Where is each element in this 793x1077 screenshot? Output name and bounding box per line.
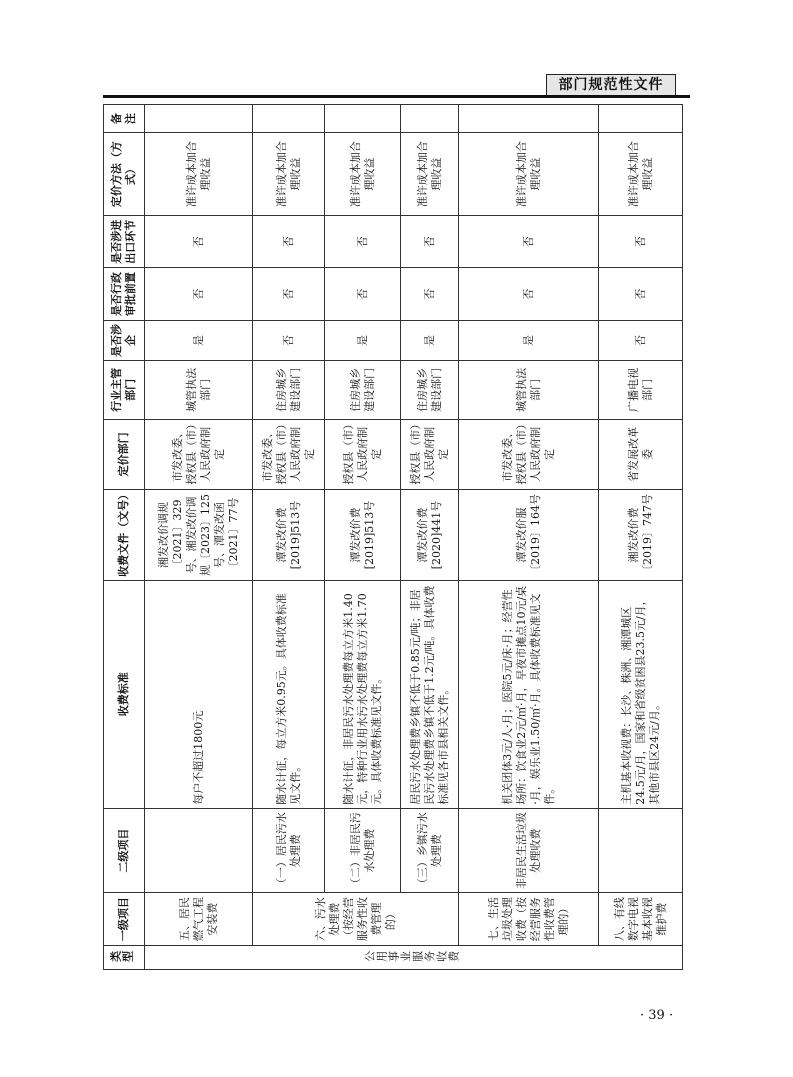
table-row [599,105,683,970]
standard-cell: 随水计征，非居民污水处理费每立方米1.40元，特种行业用水污水处理费每立方米1.70元。具体收费标准见文件。 [325,580,401,808]
level1-cell: 八、有线数字电视基本收视维护费 [599,893,683,945]
industry-cell: 住房城乡建设部门 [325,361,401,419]
import-export-cell: 否 [253,215,325,267]
doc-cell: 潭发改价费[2019]513号 [253,490,325,581]
header-rule [103,95,690,98]
method-cell: 准许成本加合理收益 [599,133,683,216]
method-cell: 准许成本加合理收益 [325,133,401,216]
header-method: 定价方法（方式） [104,133,145,216]
doc-cell: 潭发改价费[2020]441号 [401,490,459,581]
industry-cell: 城管执法部门 [459,361,599,419]
dept-cell: 市发改委、授权县（市）人民政府制定 [145,419,253,490]
method-cell: 准许成本加合理收益 [401,133,459,216]
note-cell [599,105,683,133]
doc-cell: 潭发改价服〔2019〕164号 [459,490,599,581]
industry-cell: 城管执法部门 [145,361,253,419]
header-industry: 行业主管部门 [104,361,145,419]
header-dept: 定价部门 [104,419,145,490]
note-cell [325,105,401,133]
import-export-cell: 否 [145,215,253,267]
enterprise-cell: 是 [401,320,459,360]
table-row [253,105,325,970]
enterprise-cell: 否 [253,320,325,360]
approval-cell: 否 [253,268,325,320]
header-import-export: 是否涉进出口环节 [104,215,145,267]
import-export-cell: 否 [599,215,683,267]
doc-cell: 湘发改价费〔2019〕747号 [599,490,683,581]
enterprise-cell: 是 [459,320,599,360]
import-export-cell: 否 [325,215,401,267]
section-label: 部门规范性文件 [546,74,676,96]
header-level1: 一级项目 [104,893,145,945]
standard-cell: 随水计征，每立方米0.95元。具体收费标准见文件。 [253,580,325,808]
doc-cell: 潭发改价费[2019]513号 [325,490,401,581]
dept-cell: 授权县（市）人民政府制定 [325,419,401,490]
industry-cell: 住房城乡建设部门 [253,361,325,419]
approval-cell: 否 [459,268,599,320]
table-header-row [104,105,145,970]
category-cell: 公用事业服务收费 [145,945,683,969]
dept-cell: 市发改委、授权县（市）人民政府制定 [253,419,325,490]
approval-cell: 否 [145,268,253,320]
standard-cell: 主机基本收视费：长沙、株洲、湘潭城区24.5元/月，国家和省级贫困县23.5元/月，其他市县区24元/月。 [599,580,683,808]
header-type: 类型 [104,945,145,969]
approval-cell: 否 [401,268,459,320]
page-number: · 39 · [640,1008,674,1023]
level1-cell: 七、生活垃圾处理收费（按经营服务性收费管理的） [459,893,599,945]
table-row [325,105,401,970]
fee-table [103,104,683,970]
level1-cell: 五、居民燃气工程安装费 [145,893,253,945]
approval-cell: 否 [599,268,683,320]
enterprise-cell: 否 [599,320,683,360]
note-cell [401,105,459,133]
approval-cell: 否 [325,268,401,320]
header-level2: 二级项目 [104,808,145,893]
standard-cell: 居民污水处理费乡镇不低于0.85元/吨；非居民污水处理费乡镇不低于1.2元/吨。具体收费标准见各市县相关文件。 [401,580,459,808]
level2-cell [145,808,253,893]
dept-cell: 授权县（市）人民政府制定 [401,419,459,490]
import-export-cell: 否 [401,215,459,267]
enterprise-cell: 是 [325,320,401,360]
rotated-fee-table [103,104,695,970]
header-approval: 是否行政审批前置 [104,268,145,320]
header-standard: 收费标准 [104,580,145,808]
enterprise-cell: 是 [145,320,253,360]
note-cell [253,105,325,133]
level2-cell: （二）非居民污水处理费 [325,808,401,893]
note-cell [145,105,253,133]
standard-cell: 每户不超过1800元 [145,580,253,808]
level2-cell [599,808,683,893]
note-cell [459,105,599,133]
industry-cell: 住房城乡建设部门 [401,361,459,419]
level2-cell: （三）乡镇污水处理费 [401,808,459,893]
table-row [459,105,599,970]
table-row [145,105,253,970]
method-cell: 准许成本加合理收益 [253,133,325,216]
standard-cell: 机关团体3元/人·月；医院5元/床·月；经营性场所：饮食业2元/㎡·月，早夜市摊点10元/桌·月，娱乐业1.50/㎡·月。具体收费标准见文件。 [459,580,599,808]
dept-cell: 市发改委、授权县（市）人民政府制定 [459,419,599,490]
header-note: 备注 [104,105,145,133]
level2-cell: 非居民生活垃圾处理收费 [459,808,599,893]
level1-cell: 六、污水处理费（按经营服务性收费管理的） [253,893,459,945]
dept-cell: 省发展改革委 [599,419,683,490]
import-export-cell: 否 [459,215,599,267]
header-enterprise: 是否涉企 [104,320,145,360]
level2-cell: （一）居民污水处理费 [253,808,325,893]
method-cell: 准许成本加合理收益 [459,133,599,216]
method-cell: 准许成本加合理收益 [145,133,253,216]
doc-cell: 湘发改价调规〔2021〕329号、湘发改价调规〔2023〕125号、潭发改函〔2021〕77号 [145,490,253,581]
table-row [401,105,459,970]
industry-cell: 广播电视部门 [599,361,683,419]
header-doc: 收费文件（文号） [104,490,145,581]
